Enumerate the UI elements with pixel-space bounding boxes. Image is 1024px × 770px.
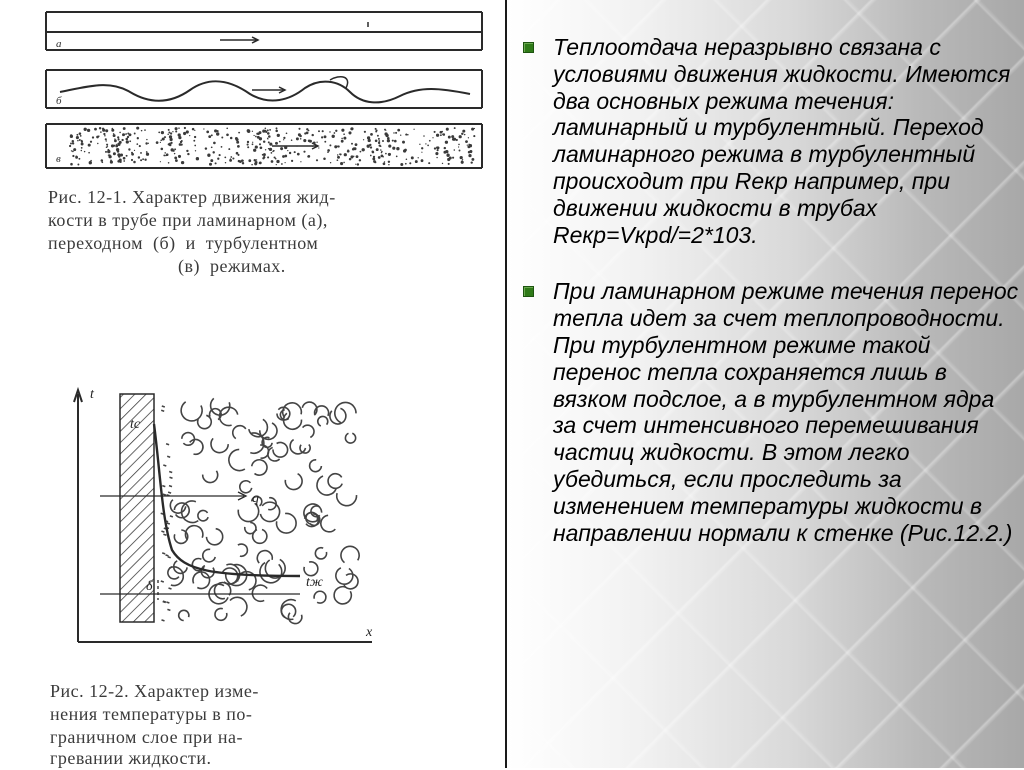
caption-line: переходном (б) и турбулентном: [48, 233, 319, 253]
boundary-layer-figure: [0, 370, 505, 670]
pipe-label-v: в: [56, 153, 61, 165]
label-tzh: tж: [306, 575, 323, 590]
text-panel: [507, 0, 1024, 768]
pipe-label-a: а: [56, 38, 62, 50]
caption-line: Рис. 12-1. Характер движения жид-: [48, 187, 336, 207]
axis-x-label: x: [366, 625, 373, 640]
caption-line: нения температуры в по-: [50, 704, 253, 724]
label-delta: δ: [146, 579, 153, 594]
caption-line: Рис. 12-2. Характер изме-: [50, 681, 259, 701]
pipe-laminar: [46, 12, 482, 50]
bullet-text: При ламинарном режиме течения перенос тепла идет за счет теплопроводности. При турбулентном режиме такой перенос тепла сохраняется лишь в вязком подслое, а в турбулентном ядра за счет интенсивного перемешивания частиц жидкости. В этом легко убедиться, если проследить за изменением температуры жидкости в направлении нормали к стенке (Рис.12.2.): [553, 278, 1019, 546]
pipe-transitional: [46, 70, 482, 108]
bullet-list: [521, 34, 1021, 576]
axis-t-label: t: [90, 387, 94, 402]
bullet-item: [521, 34, 1021, 248]
pipe-label-b: б: [56, 95, 62, 107]
caption-line: кости в трубе при ламинарном (а),: [48, 210, 328, 230]
turbulent-eddies: [161, 398, 359, 623]
square-bullet-icon: [523, 286, 534, 297]
bullet-item: [521, 278, 1021, 546]
label-tc: tc: [130, 417, 141, 432]
label-q: q: [252, 491, 259, 506]
caption-line: (в) режимах.: [178, 256, 286, 276]
square-bullet-icon: [523, 42, 534, 53]
caption-line: гревании жидкости.: [50, 748, 212, 768]
bullet-text: Теплоотдача неразрывно связана с условиями движения жидкости. Имеются два основных режима течения: ламинарный и турбулентный. Переход ламинарного режима в турбулентный происходит при Reкр например, при движении жидкости в трубах Reкр=Vкрd/=2*103.: [553, 34, 1011, 248]
pipe-flow-figure: [0, 0, 505, 190]
caption-line: граничном слое при на-: [50, 727, 243, 747]
figures-panel: [0, 0, 505, 768]
